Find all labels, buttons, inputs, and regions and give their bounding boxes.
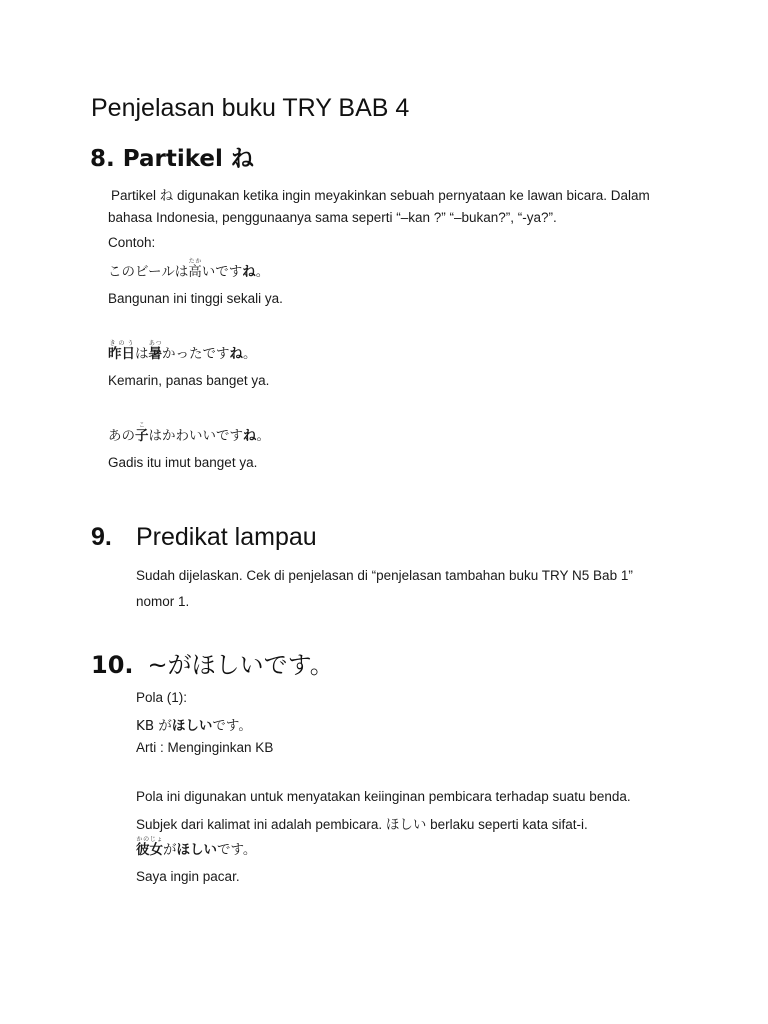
section-9-line-1: Sudah dijelaskan. Cek di penjelasan di “penjelasan tambahan buku TRY N5 Bab 1” (136, 568, 633, 583)
section-10-title: ~がほしいです。 (147, 651, 334, 679)
example-2-mid-1: は (135, 346, 149, 362)
section-10-example-bold: ほしい (176, 842, 217, 858)
section-10-example-kanji: 彼女かのじょ (136, 836, 163, 858)
section-10-example-japanese (136, 836, 256, 858)
contoh-label: Contoh: (108, 235, 156, 250)
pola-pre: KB が (136, 718, 172, 734)
section-10-desc-line-2: Subjek dari kalimat ini adalah pembicara. ほしい berlaku seperti kata sifat-i. (136, 817, 588, 832)
example-3-mid: はかわいいです (148, 428, 243, 444)
example-3-end: 。 (256, 428, 270, 444)
example-3-japanese (108, 422, 270, 444)
arti-line: Arti : Menginginkan KB (136, 740, 274, 755)
example-3-translation: Gadis itu imut banget ya. (108, 455, 258, 470)
pola-formula (136, 714, 252, 734)
example-1-furigana: たか (188, 258, 202, 265)
example-1-mid: いです (201, 264, 243, 280)
example-1-kanji: 高たか (188, 258, 202, 280)
example-1-particle: ね (242, 264, 256, 280)
example-2-japanese (108, 340, 257, 362)
example-2-mid-2: かったです (162, 346, 230, 362)
section-10-example-mid: が (163, 842, 177, 858)
pola-end: です。 (212, 718, 252, 734)
section-10-desc-line-1: Pola ini digunakan untuk menyatakan keiinginan pembicara terhadap suatu benda. (136, 789, 631, 804)
example-3-pre: あの (108, 428, 135, 444)
example-2-translation: Kemarin, panas banget ya. (108, 373, 270, 388)
section-9-number: 9. (91, 523, 112, 551)
example-2-end: 。 (243, 346, 257, 362)
section-10-example-furigana: かのじょ (136, 836, 163, 843)
example-2-furigana-1: きのう (108, 340, 135, 347)
section-10-number: 10. (91, 651, 134, 679)
section-10-example-translation: Saya ingin pacar. (136, 869, 240, 884)
section-10-example-end: です。 (217, 842, 257, 858)
pola-bold: ほしい (171, 718, 213, 734)
example-2-furigana-2: あつ (148, 340, 162, 347)
example-3-furigana: こ (135, 422, 149, 429)
example-1-pre: このビールは (108, 264, 189, 280)
section-8-intro-line-1: Partikel ね digunakan ketika ingin meyakinkan sebuah pernyataan ke lawan bicara. Dalam (111, 188, 650, 203)
section-9-heading: Predikat lampau (136, 523, 317, 551)
section-9-line-2: nomor 1. (136, 594, 190, 609)
pola-label: Pola (1): (136, 690, 188, 705)
example-2-kanji-2: 暑あつ (148, 340, 162, 362)
document-title: Penjelasan buku TRY BAB 4 (91, 94, 410, 122)
example-1-japanese (108, 258, 269, 280)
example-1-translation: Bangunan ini tinggi sekali ya. (108, 291, 283, 306)
example-2-particle: ね (229, 346, 243, 362)
section-8-heading: 8. Partikel ね (90, 146, 254, 172)
example-3-kanji: 子こ (135, 422, 149, 444)
example-3-particle: ね (243, 428, 257, 444)
example-2-kanji-1: 昨日きのう (108, 340, 135, 362)
example-1-end: 。 (255, 264, 270, 280)
section-10-heading (91, 645, 334, 680)
section-8-intro-line-2: bahasa Indonesia, penggunaanya sama seperti “–kan ?” “–bukan?”, “-ya?”. (108, 210, 557, 225)
